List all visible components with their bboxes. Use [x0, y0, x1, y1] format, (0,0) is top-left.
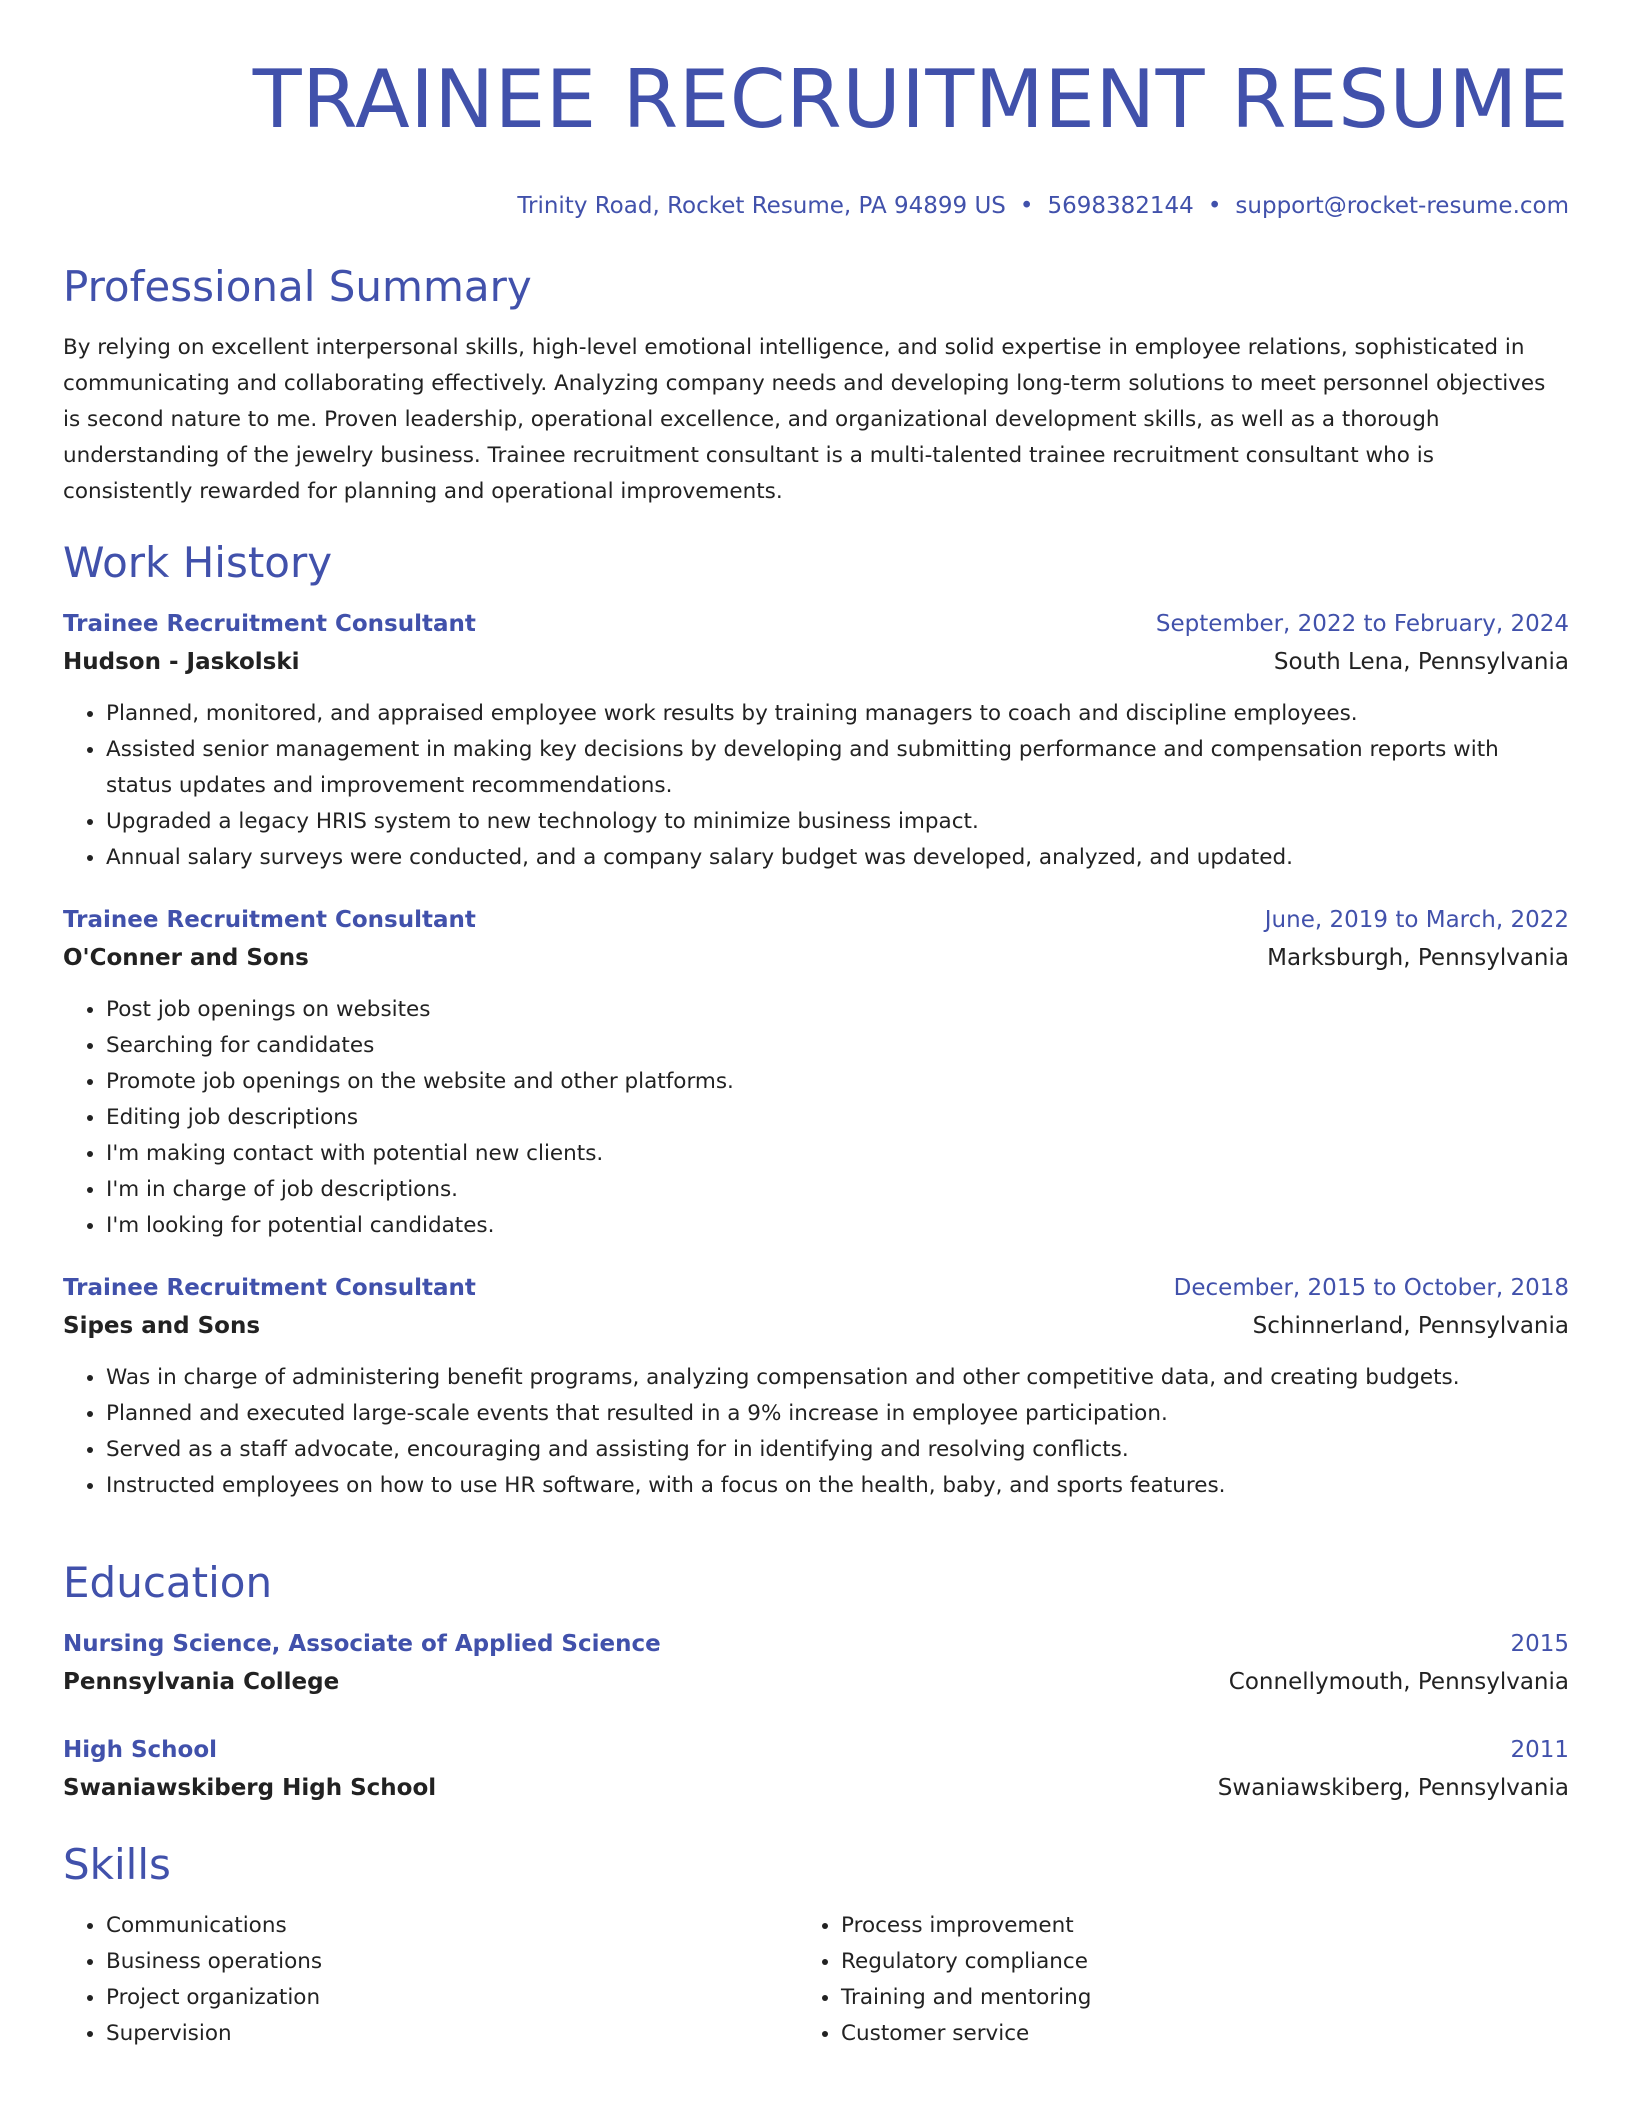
skill-item: • Project organization	[106, 1980, 798, 2016]
section-title-summary: Professional Summary	[63, 262, 532, 311]
job-dates: June, 2019 to March, 2022	[1264, 907, 1569, 933]
section-title-work: Work History	[63, 538, 333, 587]
list-item: • Editing job descriptions	[106, 1100, 1569, 1136]
list-item: • Served as a staff advocate, encouraging and assisting for in identifying and resolving conflicts.	[106, 1432, 1569, 1468]
education-year: 2011	[1510, 1737, 1569, 1763]
job-location: Marksburgh, Pennsylvania	[1267, 945, 1569, 971]
job-company: O'Conner and Sons	[63, 945, 309, 971]
job-dates: December, 2015 to October, 2018	[1173, 1275, 1569, 1301]
resume-title: TRAINEE RECRUITMENT RESUME	[252, 53, 1569, 146]
job-bullets	[63, 696, 1569, 876]
job-role: Trainee Recruitment Consultant	[63, 1275, 476, 1301]
job-company: Hudson - Jaskolski	[63, 649, 300, 675]
skills-column-right	[798, 1908, 1533, 2052]
job-bullets	[63, 992, 1569, 1244]
contact-address: Trinity Road, Rocket Resume, PA 94899 US	[517, 193, 1006, 219]
skill-item: • Supervision	[106, 2016, 798, 2052]
resume-header	[63, 52, 1569, 220]
list-item: • Post job openings on websites	[106, 992, 1569, 1028]
skill-item: • Business operations	[106, 1944, 798, 1980]
job-role: Trainee Recruitment Consultant	[63, 907, 476, 933]
job-entry	[63, 606, 1569, 876]
list-item: • Was in charge of administering benefit programs, analyzing compensation and other competitive data, and creating budgets.	[106, 1360, 1569, 1396]
education-school: Pennsylvania College	[63, 1669, 340, 1695]
job-bullets	[63, 1360, 1569, 1504]
education-degree: High School	[63, 1737, 218, 1763]
skill-item: • Customer service	[841, 2016, 1533, 2052]
contact-phone: 5698382144	[1047, 193, 1194, 219]
section-title-skills: Skills	[63, 1840, 171, 1889]
list-item: • Instructed employees on how to use HR software, with a focus on the health, baby, and sports features.	[106, 1468, 1569, 1504]
education-school: Swaniawskiberg High School	[63, 1775, 437, 1801]
section-title-education: Education	[63, 1558, 273, 1607]
list-item: • I'm making contact with potential new clients.	[106, 1136, 1569, 1172]
summary-text: By relying on excellent interpersonal skills, high-level emotional intelligence, and solid expertise in employee relations, sophisticated in communicating and collaborating effectively. Analyzing company needs and developing long-term solutions to meet personnel objectives is second nature to me. Proven leadership, operational excellence, and organizational development skills, as well as a thorough understanding of the jewelry business. Trainee recruitment consultant is a multi-talented trainee recruitment consultant who is consistently rewarded for planning and operational improvements.	[63, 335, 1546, 504]
education-location: Swaniawskiberg, Pennsylvania	[1217, 1775, 1569, 1801]
list-item: • Searching for candidates	[106, 1028, 1569, 1064]
list-item: • I'm in charge of job descriptions.	[106, 1172, 1569, 1208]
job-dates: September, 2022 to February, 2024	[1155, 611, 1569, 637]
skill-item: • Regulatory compliance	[841, 1944, 1533, 1980]
job-entry	[63, 1270, 1569, 1504]
list-item: • Promote job openings on the website and other platforms.	[106, 1064, 1569, 1100]
contact-separator: •	[1207, 193, 1222, 219]
list-item: • I'm looking for potential candidates.	[106, 1208, 1569, 1244]
education-entry	[63, 1626, 1569, 1702]
contact-line	[63, 192, 1569, 220]
job-location: Schinnerland, Pennsylvania	[1252, 1313, 1569, 1339]
education-entry	[63, 1732, 1569, 1808]
list-item: • Annual salary surveys were conducted, and a company salary budget was developed, analyzed, and updated.	[106, 840, 1569, 876]
education-year: 2015	[1510, 1631, 1569, 1657]
education-degree: Nursing Science, Associate of Applied Science	[63, 1631, 661, 1657]
skills-section	[63, 1840, 1569, 2052]
job-company: Sipes and Sons	[63, 1313, 261, 1339]
list-item: • Planned and executed large-scale events that resulted in a 9% increase in employee participation.	[106, 1396, 1569, 1432]
skill-item: • Training and mentoring	[841, 1980, 1533, 2016]
education-section	[63, 1558, 1569, 1808]
education-location: Connellymouth, Pennsylvania	[1228, 1669, 1569, 1695]
contact-email: support@rocket-resume.com	[1235, 193, 1569, 219]
job-role: Trainee Recruitment Consultant	[63, 611, 476, 637]
professional-summary-section	[63, 262, 1569, 510]
skill-item: • Process improvement	[841, 1908, 1533, 1944]
contact-separator: •	[1019, 193, 1034, 219]
work-history-section	[63, 538, 1569, 1504]
skills-column-left	[63, 1908, 798, 2052]
skill-item: • Communications	[106, 1908, 798, 1944]
list-item: • Assisted senior management in making key decisions by developing and submitting performance and compensation reports with status updates and improvement recommendations.	[106, 732, 1569, 804]
list-item: • Upgraded a legacy HRIS system to new technology to minimize business impact.	[106, 804, 1569, 840]
skills-grid	[63, 1908, 1569, 2052]
job-location: South Lena, Pennsylvania	[1273, 649, 1569, 675]
job-entry	[63, 902, 1569, 1244]
list-item: • Planned, monitored, and appraised employee work results by training managers to coach and discipline employees.	[106, 696, 1569, 732]
